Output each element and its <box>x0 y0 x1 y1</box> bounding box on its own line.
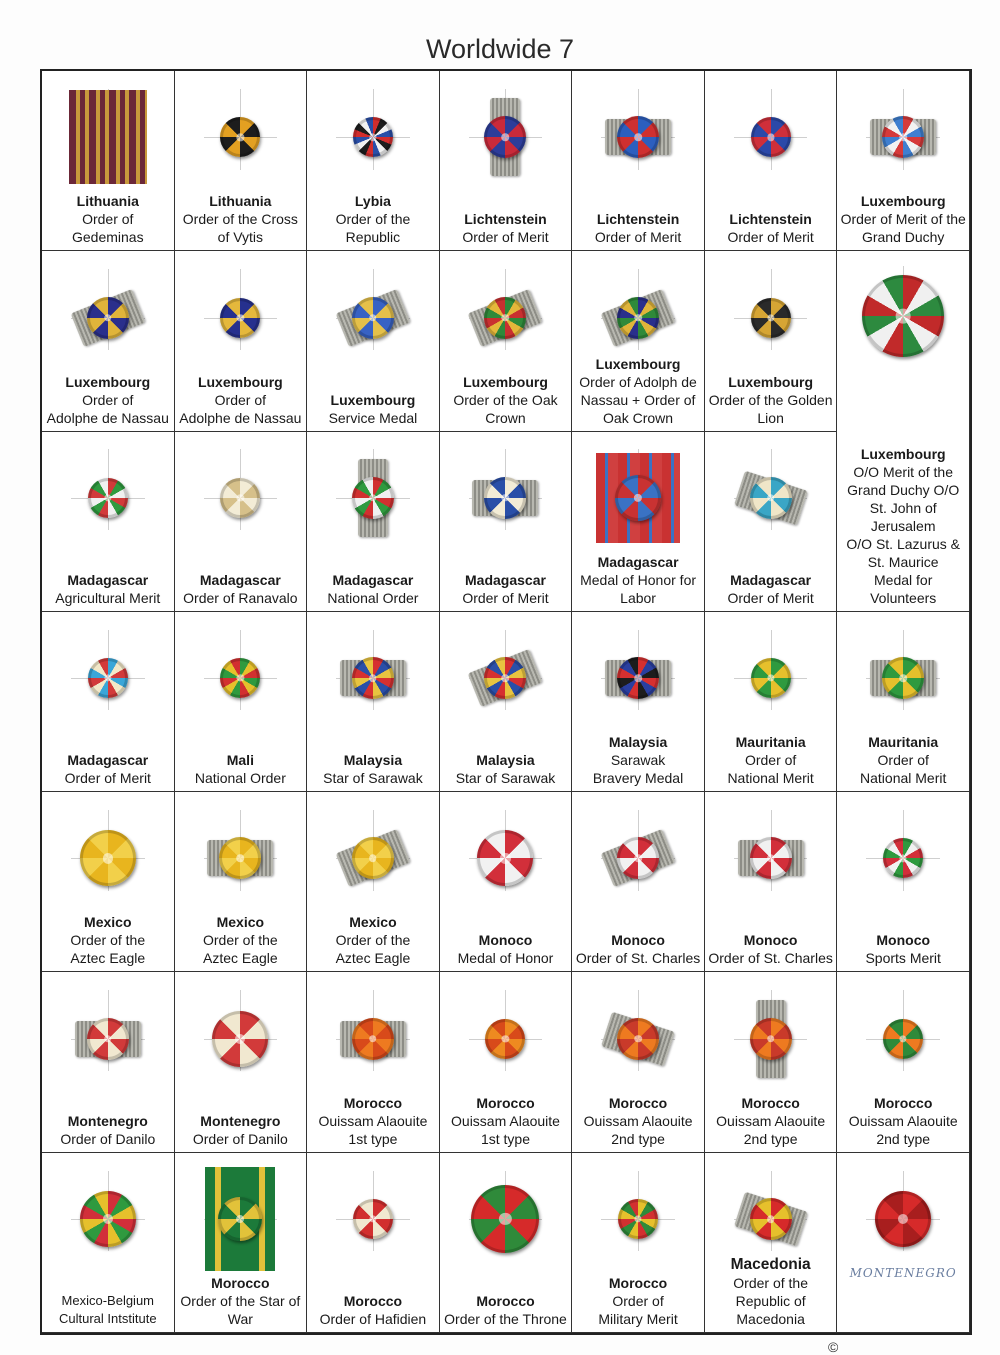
country-name: Madagascar <box>199 571 281 588</box>
medal-caption <box>707 733 835 787</box>
rosette-icon <box>617 116 659 158</box>
medal-caption <box>839 1094 967 1148</box>
medal-caption <box>442 373 570 427</box>
copyright-mark: © <box>828 1339 839 1355</box>
country-name: Morocco <box>343 1094 403 1111</box>
medal-cell <box>307 251 440 431</box>
medal-cell <box>705 432 838 612</box>
medal-cell <box>307 792 440 972</box>
medal-cell <box>175 1153 308 1333</box>
medal-cell <box>572 251 705 431</box>
medal-cell <box>837 972 970 1152</box>
medal-caption <box>177 373 305 427</box>
medal-caption <box>44 751 172 787</box>
medal-caption <box>177 571 305 607</box>
medal-cell <box>572 71 705 251</box>
medal-caption <box>44 373 172 427</box>
medal-cell <box>837 251 970 612</box>
medal-caption <box>839 931 967 967</box>
country-name: Madagascar <box>730 571 812 588</box>
medal-caption <box>309 1292 437 1328</box>
rosette-icon <box>484 297 526 339</box>
rosette-icon <box>484 477 526 519</box>
medal-caption <box>707 571 835 607</box>
rosette-icon <box>352 1018 394 1060</box>
order-name: Order of Merit <box>462 229 549 246</box>
medal-caption <box>574 553 702 607</box>
medal-cell <box>837 1153 970 1333</box>
medal-caption <box>442 210 570 246</box>
rosette-icon <box>485 1019 525 1059</box>
country-name: Morocco <box>476 1094 535 1111</box>
rosette-icon <box>212 1011 268 1067</box>
medal-cell <box>440 71 573 251</box>
order-name: Order of the Aztec Eagle <box>202 932 278 967</box>
country-name: Morocco <box>608 1275 668 1291</box>
rosette-icon <box>617 657 659 699</box>
rosette-icon <box>220 117 260 157</box>
rosette-icon <box>617 1018 659 1060</box>
medal-caption <box>177 1274 305 1328</box>
medal-cell <box>705 71 838 251</box>
rosette-icon <box>751 658 791 698</box>
medal-cell <box>705 1153 838 1333</box>
country-name: Morocco <box>343 1293 403 1309</box>
rosette-icon <box>352 477 394 519</box>
country-name: Monoco <box>743 932 798 949</box>
medal-caption <box>309 751 437 787</box>
medal-cell <box>440 612 573 792</box>
order-name: Order of St. Charles <box>575 950 701 967</box>
order-name: Order of Danilo <box>192 1130 288 1147</box>
medal-cell <box>175 792 308 972</box>
medal-cell <box>440 1153 573 1333</box>
order-name: Order of Adolph de Nassau + Order of Oak Crown <box>579 373 697 426</box>
medal-caption <box>44 913 172 967</box>
medal-cell <box>440 972 573 1152</box>
country-name: Monoco <box>876 932 931 949</box>
medal-caption <box>309 1094 437 1148</box>
medal-caption <box>574 931 702 967</box>
country-name: Mauritania <box>868 734 939 751</box>
order-name: Order of Merit <box>727 589 814 606</box>
rosette-icon <box>617 837 659 879</box>
country-name: Montenegro <box>200 1112 281 1129</box>
medal-cell <box>42 71 175 251</box>
rosette-icon <box>484 657 526 699</box>
country-name: Lybia <box>354 193 391 210</box>
medal-cell <box>307 1153 440 1333</box>
country-name: Malaysia <box>343 752 403 769</box>
rosette-icon <box>477 830 533 886</box>
medal-cell <box>307 71 440 251</box>
medal-cell <box>572 1153 705 1333</box>
order-name: Medal of Honor <box>457 950 554 967</box>
medal-cell <box>307 612 440 792</box>
order-name: Order of Ranavalo <box>183 589 298 606</box>
order-name: Order of Merit <box>462 589 549 606</box>
country-name: Madagascar <box>597 553 679 570</box>
order-name: Sarawak Bravery Medal <box>592 752 684 787</box>
order-name: Order of Merit of the Grand Duchy <box>840 211 966 246</box>
country-name: Morocco <box>476 1293 535 1309</box>
rosette-icon <box>882 657 924 699</box>
country-name: Morocco <box>741 1094 800 1111</box>
order-name: Order of the Cross of Vytis <box>182 211 298 246</box>
rosette-icon <box>750 1018 792 1060</box>
medal-caption <box>309 913 437 967</box>
order-name: Order of Adolphe de Nassau <box>179 391 302 426</box>
medal-caption <box>707 373 835 427</box>
medal-caption <box>839 192 967 246</box>
medal-cell <box>572 612 705 792</box>
country-name: Mali <box>226 752 254 769</box>
medal-caption <box>707 1256 835 1328</box>
country-name: Madagascar <box>332 571 414 588</box>
medal-cell <box>42 792 175 972</box>
order-name: National Order <box>194 770 286 787</box>
medal-cell <box>705 251 838 431</box>
order-name: Order of the Golden Lion <box>708 391 833 426</box>
medal-cell <box>42 1153 175 1333</box>
country-name: Morocco <box>874 1094 933 1111</box>
order-name: Order of Gedeminas <box>71 211 144 246</box>
rosette-icon <box>883 1019 923 1059</box>
order-name: Ouissam Alaouite 1st type <box>451 1112 560 1147</box>
medal-cell <box>42 432 175 612</box>
medal-caption <box>442 1094 570 1148</box>
medal-caption <box>574 210 702 246</box>
rosette-icon <box>750 1198 792 1240</box>
order-name: Order of Danilo <box>60 1130 156 1147</box>
rosette-icon <box>882 116 924 158</box>
order-name: Order of the Aztec Eagle <box>70 932 146 967</box>
medal-caption <box>44 1292 172 1328</box>
medal-cell <box>837 612 970 792</box>
country-name: Luxembourg <box>860 193 946 210</box>
order-name: Order of National Merit <box>860 752 947 787</box>
rosette-icon <box>471 1185 539 1253</box>
handwritten-note: MONTENEGRO <box>849 1266 957 1280</box>
medal-cell <box>705 972 838 1152</box>
order-name: Order of the Republic <box>335 211 411 246</box>
order-name: Order of the Star of War <box>180 1293 301 1327</box>
medal-caption <box>177 1112 305 1148</box>
rosette-icon <box>883 838 923 878</box>
medal-caption <box>44 1112 172 1148</box>
order-name: Agricultural Merit <box>55 589 161 606</box>
country-name: Luxembourg <box>595 355 681 372</box>
medal-caption <box>309 391 437 427</box>
rosette-icon <box>750 837 792 879</box>
country-name: Lichtenstein <box>464 211 547 228</box>
order-name: Cultural Intstitute <box>59 1311 157 1326</box>
order-name: Order of the Throne <box>444 1311 567 1327</box>
medal-cell <box>705 792 838 972</box>
medal-caption <box>442 1292 570 1328</box>
country-name: Lithuania <box>76 193 139 210</box>
medal-caption <box>442 571 570 607</box>
country-name: Luxembourg <box>860 445 946 462</box>
order-name: O/O Merit of the Grand Duchy O/O St. John of Jerusalem O/O St. Lazurus & St. Maurice Medal for Volunteers <box>846 463 960 606</box>
medal-cell <box>705 612 838 792</box>
medal-caption <box>574 1094 702 1148</box>
order-name: Service Medal <box>328 409 418 426</box>
country-name: Malaysia <box>608 734 668 751</box>
medal-cell <box>175 972 308 1152</box>
country-name: Mauritania <box>735 734 806 751</box>
rosette-icon <box>751 117 791 157</box>
order-name: Order of Merit <box>64 770 151 787</box>
country-name: Madagascar <box>67 752 149 769</box>
country-name: Montenegro <box>67 1112 148 1129</box>
country-name: Malaysia <box>476 752 535 769</box>
rosette-icon <box>219 837 261 879</box>
order-name: Order of the Aztec Eagle <box>335 932 411 967</box>
rosette-icon <box>218 1197 262 1241</box>
medal-caption <box>574 355 702 427</box>
medal-caption <box>442 931 570 967</box>
order-name: Order of the Oak Crown <box>453 391 558 426</box>
rosette-icon <box>80 1191 136 1247</box>
order-name: Ouissam Alaouite 2nd type <box>583 1112 693 1147</box>
order-name: Order of Military Merit <box>598 1293 678 1327</box>
medal-caption <box>707 931 835 967</box>
country-name: Monoco <box>478 932 533 949</box>
order-name: Order of Adolphe de Nassau <box>46 391 169 426</box>
medal-caption <box>177 192 305 246</box>
country-name: Monoco <box>611 932 665 949</box>
medal-cell <box>572 972 705 1152</box>
medal-caption <box>309 571 437 607</box>
medal-caption <box>839 445 967 607</box>
rosette-icon <box>87 297 129 339</box>
medal-caption <box>177 751 305 787</box>
rosette-icon <box>352 297 394 339</box>
rosette-icon <box>352 657 394 699</box>
medal-cell <box>175 71 308 251</box>
order-name: Ouissam Alaouite 2nd type <box>848 1112 958 1147</box>
country-name: Lithuania <box>209 193 272 210</box>
country-name: Lichtenstein <box>596 211 680 228</box>
medal-caption <box>44 192 172 246</box>
order-name: Order of Hafidien <box>319 1311 427 1327</box>
medal-cell <box>837 792 970 972</box>
order-name: Order of Merit <box>594 229 682 246</box>
rosette-icon <box>617 297 659 339</box>
medal-cell <box>175 612 308 792</box>
medal-caption <box>574 1274 702 1328</box>
rosette-icon <box>88 658 128 698</box>
order-name: Star of Sarawak <box>323 770 423 787</box>
medal-cell <box>42 612 175 792</box>
country-name: Luxembourg <box>330 391 416 408</box>
country-name: Lichtenstein <box>729 211 812 228</box>
medal-caption <box>707 210 835 246</box>
country-name: Luxembourg <box>728 373 814 390</box>
country-name: Mexico <box>216 914 265 931</box>
country-name: Morocco <box>608 1094 668 1111</box>
country-name: Mexico <box>349 914 397 931</box>
order-name: Order of National Merit <box>727 752 814 787</box>
medal-grid <box>40 69 972 1335</box>
rosette-icon <box>751 298 791 338</box>
rosette-icon <box>352 837 394 879</box>
rosette-icon <box>484 116 526 158</box>
rosette-icon <box>862 275 944 357</box>
medal-caption <box>177 913 305 967</box>
ribbon-bar <box>69 90 147 184</box>
order-name: Medal of Honor for Labor <box>580 571 697 606</box>
order-name: Sports Merit <box>865 950 941 967</box>
country-name: Luxembourg <box>197 373 283 390</box>
medal-caption <box>309 192 437 246</box>
medal-caption <box>442 751 570 787</box>
medal-cell <box>42 251 175 431</box>
rosette-icon <box>353 117 393 157</box>
rosette-icon <box>220 298 260 338</box>
page-title: Worldwide 7 <box>425 34 575 64</box>
medal-cell <box>440 432 573 612</box>
medal-cell <box>440 792 573 972</box>
country-name: Luxembourg <box>65 373 151 390</box>
medal-cell <box>307 432 440 612</box>
rosette-icon <box>220 478 260 518</box>
rosette-icon <box>615 475 661 521</box>
rosette-icon <box>220 658 260 698</box>
country-name: Madagascar <box>465 571 546 588</box>
rosette-icon <box>80 830 136 886</box>
order-name: Order of St. Charles <box>708 950 833 967</box>
rosette-icon <box>750 477 792 519</box>
rosette-icon <box>87 1018 129 1060</box>
order-name: Ouissam Alaouite 1st type <box>318 1112 428 1147</box>
order-name: Ouissam Alaouite 2nd type <box>716 1112 826 1147</box>
medal-cell <box>572 432 705 612</box>
medal-cell <box>837 71 970 251</box>
country-name: Morocco <box>211 1275 270 1291</box>
medal-cell <box>307 972 440 1152</box>
country-name: Mexico <box>84 914 132 931</box>
rosette-icon <box>875 1191 931 1247</box>
order-name: National Order <box>327 589 419 606</box>
medal-caption <box>839 733 967 787</box>
rosette-icon <box>88 478 128 518</box>
country-name: Luxembourg <box>463 373 548 390</box>
country-name: Mexico-Belgium <box>61 1293 155 1308</box>
rosette-icon <box>353 1199 393 1239</box>
order-name: Star of Sarawak <box>455 770 556 787</box>
order-name: Order of Merit <box>727 229 814 246</box>
medal-caption <box>44 571 172 607</box>
medal-cell <box>440 251 573 431</box>
medal-cell <box>175 251 308 431</box>
medal-caption <box>707 1094 835 1148</box>
medal-cell <box>42 972 175 1152</box>
country-name: Madagascar <box>67 571 149 588</box>
rosette-icon <box>618 1199 658 1239</box>
medal-cell <box>175 432 308 612</box>
order-name: Order of the Republic of Macedonia <box>733 1275 808 1327</box>
country-name: Macedonia <box>730 1256 811 1273</box>
medal-cell <box>572 792 705 972</box>
medal-caption <box>574 733 702 787</box>
